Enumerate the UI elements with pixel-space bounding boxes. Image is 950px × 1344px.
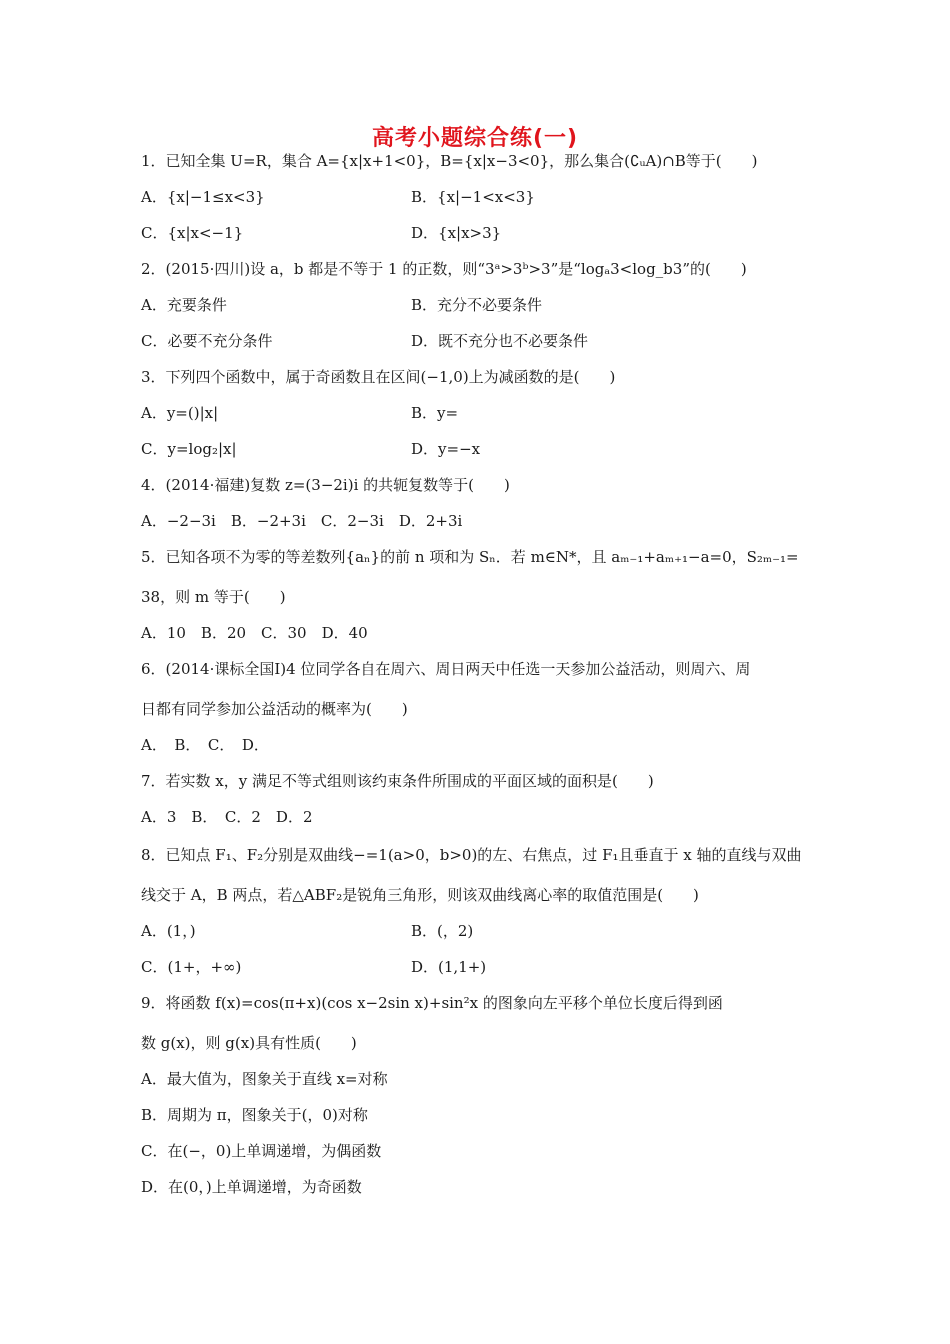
question-line-q5b: 38，则 m 等于( ) [141,588,286,606]
question-line-q1c: C．{x|x<−1} [141,224,244,242]
question-line-q2: 2．(2015·四川)设 a，b 都是不等于 1 的正数，则“3ᵃ>3ᵇ>3”是“logₐ3<log_b3”的( ) [141,260,747,278]
question-line-q4: 4．(2014·福建)复数 z=(3−2i)i 的共轭复数等于( ) [141,476,510,494]
question-line-q2c: C．必要不充分条件 [141,332,273,350]
question-line-q6: 6．(2014·课标全国Ⅰ)4 位同学各自在周六、周日两天中任选一天参加公益活动，则周六、周 [141,660,751,678]
question-line-q8a: A．(1，) [141,922,196,940]
question-line-q2a: A．充要条件 [141,296,227,314]
question-line-q3c: C．y=log₂|x| [141,440,237,458]
question-line-q8bb: B．(，2) [411,922,474,940]
question-line-q9: 9．将函数 f(x)=cos(π+x)(cos x−2sin x)+sin²x 的图象向左平移个单位长度后得到函 [141,994,723,1012]
question-line-q9bb: B．周期为 π，图象关于(，0)对称 [141,1106,368,1124]
page-title: 高考小题综合练(一) [371,126,579,151]
question-line-q5opts: A．10 B．20 C．30 D．40 [141,624,368,642]
question-line-q6b: 日都有同学参加公益活动的概率为( ) [141,700,408,718]
question-line-q7opts: A．3 B． C．2 D．2 [141,808,313,826]
question-line-q2b: B．充分不必要条件 [411,296,543,314]
question-line-q4opts: A．−2−3i B．−2+3i C．2−3i D．2+3i [141,512,463,530]
question-line-q9c: C．在(−，0)上单调递增，为偶函数 [141,1142,382,1160]
question-line-q9d: D．在(0，)上单调递增，为奇函数 [141,1178,362,1196]
question-line-q9a: A．最大值为，图象关于直线 x=对称 [141,1070,388,1088]
question-line-q2d: D．既不充分也不必要条件 [411,332,589,350]
question-line-q3a: A．y=()|x| [141,404,219,422]
question-line-q9b: 数 g(x)，则 g(x)具有性质( ) [141,1034,357,1052]
question-line-q8b: 线交于 A，B 两点，若△ABF₂是锐角三角形，则该双曲线离心率的取值范围是( ) [141,886,699,904]
question-line-q8: 8．已知点 F₁、F₂分别是双曲线−=1(a>0，b>0)的左、右焦点，过 F₁且垂直于 x 轴的直线与双曲 [141,846,802,864]
question-line-q8d: D．(1,1+) [411,958,487,976]
question-line-q1d: D．{x|x>3} [411,224,502,242]
question-line-q1: 1．已知全集 U=R，集合 A={x|x+1<0}，B={x|x−3<0}，那么集合(∁ᵤA)∩B等于( ) [141,152,758,170]
question-line-q5: 5．已知各项不为零的等差数列{aₙ}的前 n 项和为 Sₙ．若 m∈N*，且 aₘ₋₁+aₘ₊₁−a=0，S₂ₘ₋₁= [141,548,799,566]
question-line-q7: 7．若实数 x，y 满足不等式组则该约束条件所围成的平面区域的面积是( ) [141,772,654,790]
question-line-q3: 3．下列四个函数中，属于奇函数且在区间(−1,0)上为减函数的是( ) [141,368,616,386]
question-line-q1a: A．{x|−1≤x<3} [141,188,265,206]
question-line-q3b: B．y= [411,404,459,422]
question-line-q6opts: A． B． C． D． [141,736,269,754]
question-line-q1b: B．{x|−1<x<3} [411,188,535,206]
question-line-q3d: D．y=−x [411,440,481,458]
question-line-q8c: C．(1+，+∞) [141,958,242,976]
